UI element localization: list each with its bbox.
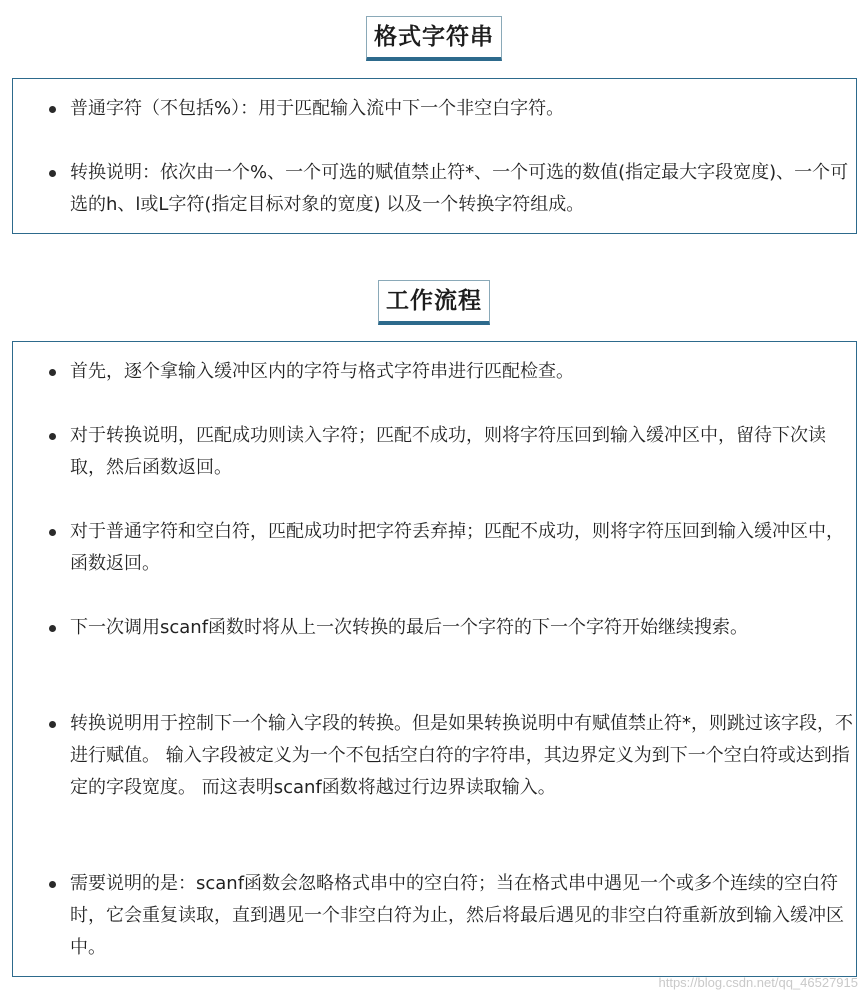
list-item [13,420,860,484]
section-heading-workflow: 工作流程 [378,280,490,325]
list-item [13,157,860,221]
list-item-text: 转换说明：依次由一个%、一个可选的赋值禁止符*、一个可选的数值(指定最大字段宽度)、一个可选的h、l或L字符(指定目标对象的宽度) 以及一个转换字符组成。 [70,162,849,215]
list-item [13,93,860,125]
list-item-text: 普通字符（不包括%）：用于匹配输入流中下一个非空白字符。 [70,98,565,119]
list-item [13,708,860,804]
list-item-text: 需要说明的是：scanf函数会忽略格式串中的空白符；当在格式串中遇见一个或多个连续的空白符时，它会重复读取，直到遇见一个非空白符为止，然后将最后遇见的非空白符重新放到输入缓冲区中。 [70,873,844,958]
list-item [13,356,860,388]
bullet-icon [49,625,56,632]
list-item-text: 对于转换说明，匹配成功则读入字符；匹配不成功，则将字符压回到输入缓冲区中，留待下次读取，然后函数返回。 [70,425,826,478]
watermark: https://blog.csdn.net/qq_46527915 [658,975,858,990]
list-item-text: 首先，逐个拿输入缓冲区内的字符与格式字符串进行匹配检查。 [70,361,574,382]
bullet-icon [49,881,56,888]
bullet-icon [49,721,56,728]
list-item-text: 下一次调用scanf函数时将从上一次转换的最后一个字符的下一个字符开始继续搜索。 [70,617,749,638]
bullet-icon [49,529,56,536]
list-item [13,868,860,964]
list-item [13,516,860,580]
bullet-icon [49,170,56,177]
list-item-text: 对于普通字符和空白符，匹配成功时把字符丢弃掉；匹配不成功，则将字符压回到输入缓冲区中，函数返回。 [70,521,844,574]
bullet-icon [49,106,56,113]
format-string-panel [12,78,857,234]
list-item [13,612,860,644]
workflow-panel [12,341,857,977]
bullet-icon [49,369,56,376]
bullet-icon [49,433,56,440]
section-heading-format-string: 格式字符串 [366,16,502,61]
list-item-text: 转换说明用于控制下一个输入字段的转换。但是如果转换说明中有赋值禁止符*，则跳过该字段，不进行赋值。 输入字段被定义为一个不包括空白符的字符串，其边界定义为到下一个空白符或达到指定的字段宽度。 而这表明scanf函数将越过行边界读取输入。 [70,713,853,798]
